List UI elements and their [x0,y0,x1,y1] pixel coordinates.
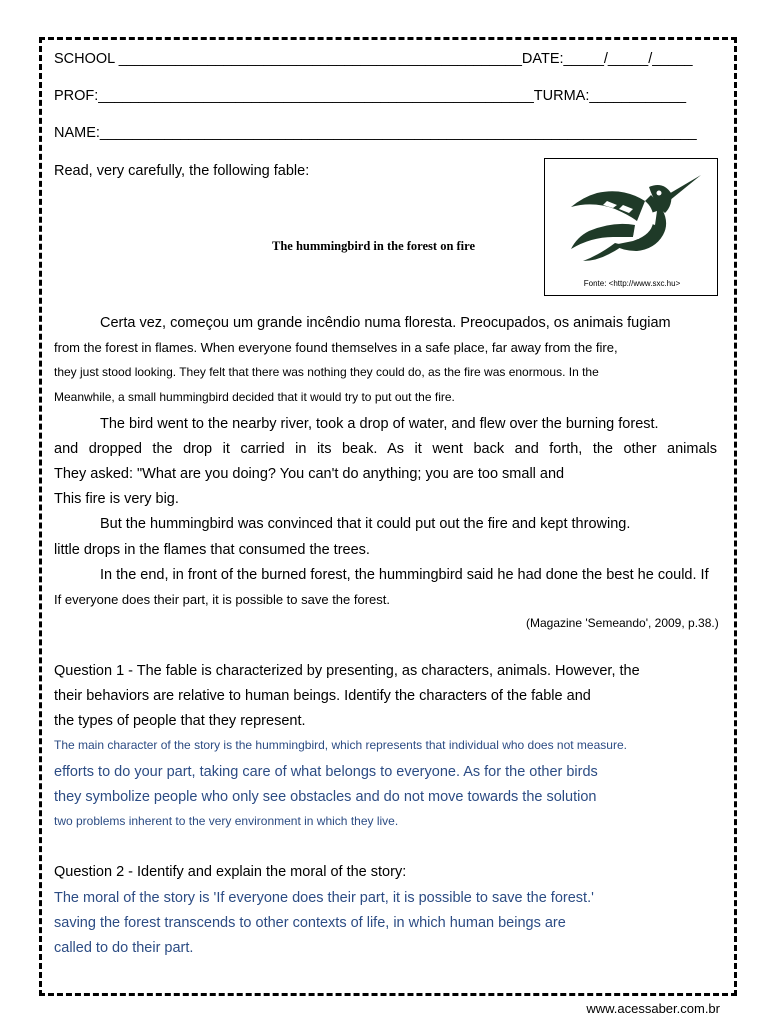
answer1-line-1: The main character of the story is the hummingbird, which represents that individual who does not measure. [54,738,627,752]
answer2-line-3: called to do their part. [54,940,194,956]
answer1-line-4: two problems inherent to the very environment in which they live. [54,814,399,828]
question1-line-2: their behaviors are relative to human beings. Identify the characters of the fable and [54,688,591,704]
fable-line-4: Meanwhile, a small hummingbird decided that it would try to put out the fire. [54,390,455,404]
fable-line-8: This fire is very big. [54,491,179,507]
fable-title: The hummingbird in the forest on fire [272,239,476,253]
reading-instruction: Read, very carefully, the following fable: [54,163,310,179]
fable-line-10: little drops in the flames that consumed the trees. [54,542,370,558]
answer2-line-2: saving the forest transcends to other contexts of life, in which human beings are [54,915,566,931]
answer1-line-2: efforts to do your part, taking care of what belongs to everyone. As for the other birds [54,764,598,780]
fable-line-12: If everyone does their part, it is possible to save the forest. [54,592,391,607]
prof-turma-line: PROF:______________________________________________________TURMA:____________ [54,88,687,104]
hummingbird-image-frame [544,158,718,296]
answer1-line-3: they symbolize people who only see obstacles and do not move towards the solution [54,789,597,805]
fable-line-1: Certa vez, começou um grande incêndio numa floresta. Preocupados, os animais fugiam [100,315,671,331]
answer2-line-1: The moral of the story is 'If everyone does their part, it is possible to save the forest.' [54,890,594,906]
fable-line-3: they just stood looking. They felt that there was nothing they could do, as the fire was enormous. In the [54,365,599,379]
hummingbird-icon [563,165,703,277]
fable-line-9: But the hummingbird was convinced that it could put out the fire and kept throwing. [100,516,631,532]
fable-line-11: In the end, in front of the burned forest, the hummingbird said he had done the best he could. If [100,567,709,583]
fable-line-5: The bird went to the nearby river, took a drop of water, and flew over the burning forest. [100,416,659,432]
school-date-line: SCHOOL __________________________________________________DATE:_____/_____/_____ [54,51,693,67]
fable-line-6: and dropped the drop it carried in its beak. As it went back and forth, the other animals [54,441,717,457]
footer-website: www.acessaber.com.br [586,1001,720,1016]
fable-line-7: They asked: "What are you doing? You can't do anything; you are too small and [54,466,565,482]
fable-line-2: from the forest in flames. When everyone found themselves in a safe place, far away from the fire, [54,340,618,355]
question1-line-3: the types of people that they represent. [54,713,306,729]
name-line: NAME:__________________________________________________________________________ [54,125,697,141]
question1-line-1: Question 1 - The fable is characterized by presenting, as characters, animals. However, the [54,663,640,679]
image-credit: Fonte: <http://www.sxc.hu> [583,279,681,288]
citation: (Magazine 'Semeando', 2009, p.38.) [526,616,719,630]
question2-line-1: Question 2 - Identify and explain the moral of the story: [54,864,407,880]
